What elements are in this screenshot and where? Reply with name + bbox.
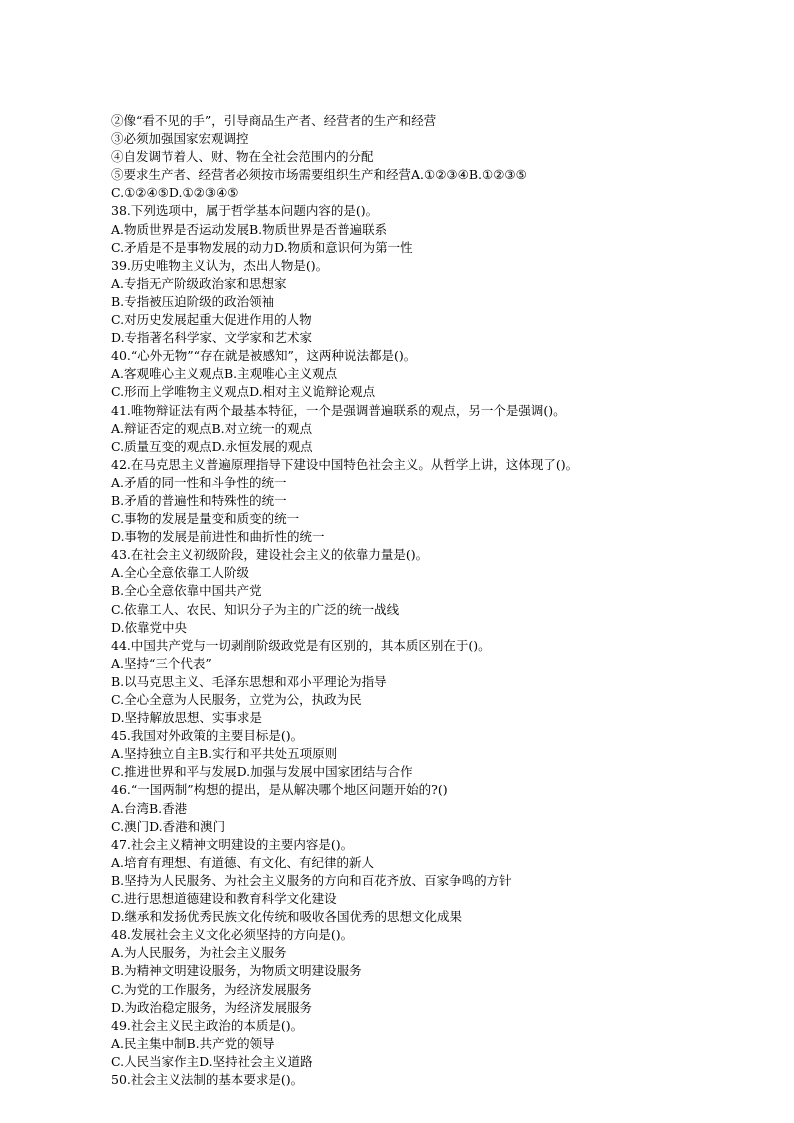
text-line: A.辩证否定的观点B.对立统一的观点 [111, 420, 313, 436]
text-line: ③必须加强国家宏观调控 [111, 131, 249, 147]
text-line: 40.“心外无物”“存在就是被感知”，这两种说法都是()。 [111, 348, 417, 364]
text-line: 48.发展社会主义文化必须坚持的方向是()。 [111, 927, 354, 943]
text-line: C.推进世界和平与发展D.加强与发展中国家团结与合作 [111, 764, 413, 780]
text-line: 44.中国共产党与一切剥削阶级政党是有区别的，其本质区别在于()。 [111, 637, 491, 653]
text-line: A.为人民服务，为社会主义服务 [111, 945, 287, 961]
text-line: C.①②④⑤D.①②③④⑤ [111, 185, 239, 201]
text-line: B.为精神文明建设服务，为物质文明建设服务 [111, 963, 362, 979]
text-line: 46.“一国两制”构想的提出，是从解决哪个地区问题开始的?() [111, 782, 448, 798]
text-line: A.客观唯心主义观点B.主观唯心主义观点 [111, 366, 338, 382]
text-line: B.全心全意依靠中国共产党 [111, 583, 262, 599]
text-line: ②像“看不见的手”，引导商品生产者、经营者的生产和经营 [111, 113, 437, 128]
text-line: A.全心全意依靠工人阶级 [111, 565, 250, 581]
text-line: B.以马克思主义、毛泽东思想和邓小平理论为指导 [111, 673, 387, 689]
text-line: B.矛盾的普遍性和特殊性的统一 [111, 492, 287, 508]
text-line: D.依靠党中央 [111, 619, 188, 635]
text-line: A.培育有理想、有道德、有文化、有纪律的新人 [111, 854, 375, 870]
text-line: 49.社会主义民主政治的本质是()。 [111, 1017, 304, 1033]
text-line: C.为党的工作服务，为经济发展服务 [111, 981, 312, 997]
text-line: D.为政治稳定服务，为经济发展服务 [111, 999, 313, 1015]
text-line: A.物质世界是否运动发展B.物质世界是否普遍联系 [111, 221, 388, 237]
text-line: C.对历史发展起重大促进作用的人物 [111, 312, 312, 328]
text-line: D.坚持解放思想、实事求是 [111, 710, 263, 726]
document-body [111, 112, 751, 1089]
text-line: C.依靠工人、农民、知识分子为主的广泛的统一战线 [111, 601, 400, 617]
text-line: 50.社会主义法制的基本要求是()。 [111, 1071, 304, 1087]
text-line: A.民主集中制B.共产党的领导 [111, 1035, 275, 1051]
text-line: C.进行思想道德建设和教育科学文化建设 [111, 891, 337, 907]
text-line: A.坚持独立自主B.实行和平共处五项原则 [111, 746, 338, 762]
text-line: A.台湾B.香港 [111, 800, 188, 816]
text-line: C.全心全意为人民服务，立党为公，执政为民 [111, 692, 362, 707]
text-line: 41.唯物辩证法有两个最基本特征，一个是强调普遍联系的观点，另一个是强调()。 [111, 402, 566, 418]
text-line: B.坚持为人民服务、为社会主义服务的方向和百花齐放、百家争鸣的方针 [111, 872, 512, 888]
text-line: 42.在马克思主义普遍原理指导下建设中国特色社会主义。从哲学上讲，这体现了()。 [111, 456, 579, 472]
text-line: C.人民当家作主D.坚持社会主义道路 [111, 1053, 313, 1069]
text-line: C.澳门D.香港和澳门 [111, 818, 226, 834]
text-line: 39.历史唯物主义认为，杰出人物是()。 [111, 257, 329, 273]
text-line: 47.社会主义精神文明建设的主要内容是()。 [111, 836, 354, 852]
text-line: C.形而上学唯物主义观点D.相对主义诡辩论观点 [111, 384, 376, 400]
text-line: D.专指著名科学家、文学家和艺术家 [111, 330, 313, 346]
text-line: B.专指被压迫阶级的政治领袖 [111, 293, 275, 309]
text-line: ⑤要求生产者、经营者必须按市场需要组织生产和经营A.①②③④B.①②③⑤ [111, 167, 527, 183]
text-line: D.继承和发扬优秀民族文化传统和吸收各国优秀的思想文化成果 [111, 909, 463, 925]
text-line: 43.在社会主义初级阶段，建设社会主义的依靠力量是()。 [111, 547, 429, 563]
text-line: 38.下列选项中，属于哲学基本问题内容的是()。 [111, 203, 379, 219]
text-line: D.事物的发展是前进性和曲折性的统一 [111, 529, 325, 545]
text-line: A.坚持“三个代表” [111, 655, 212, 671]
text-line: C.质量互变的观点D.永恒发展的观点 [111, 438, 313, 454]
text-line: A.矛盾的同一性和斗争性的统一 [111, 474, 287, 490]
text-line: C.事物的发展是量变和质变的统一 [111, 511, 300, 527]
text-line: 45.我国对外政策的主要目标是()。 [111, 728, 304, 744]
text-line: C.矛盾是不是事物发展的动力D.物质和意识何为第一性 [111, 239, 413, 255]
text-line: A.专指无产阶级政治家和思想家 [111, 275, 287, 291]
text-line: ④自发调节着人、财、物在全社会范围内的分配 [111, 149, 374, 165]
